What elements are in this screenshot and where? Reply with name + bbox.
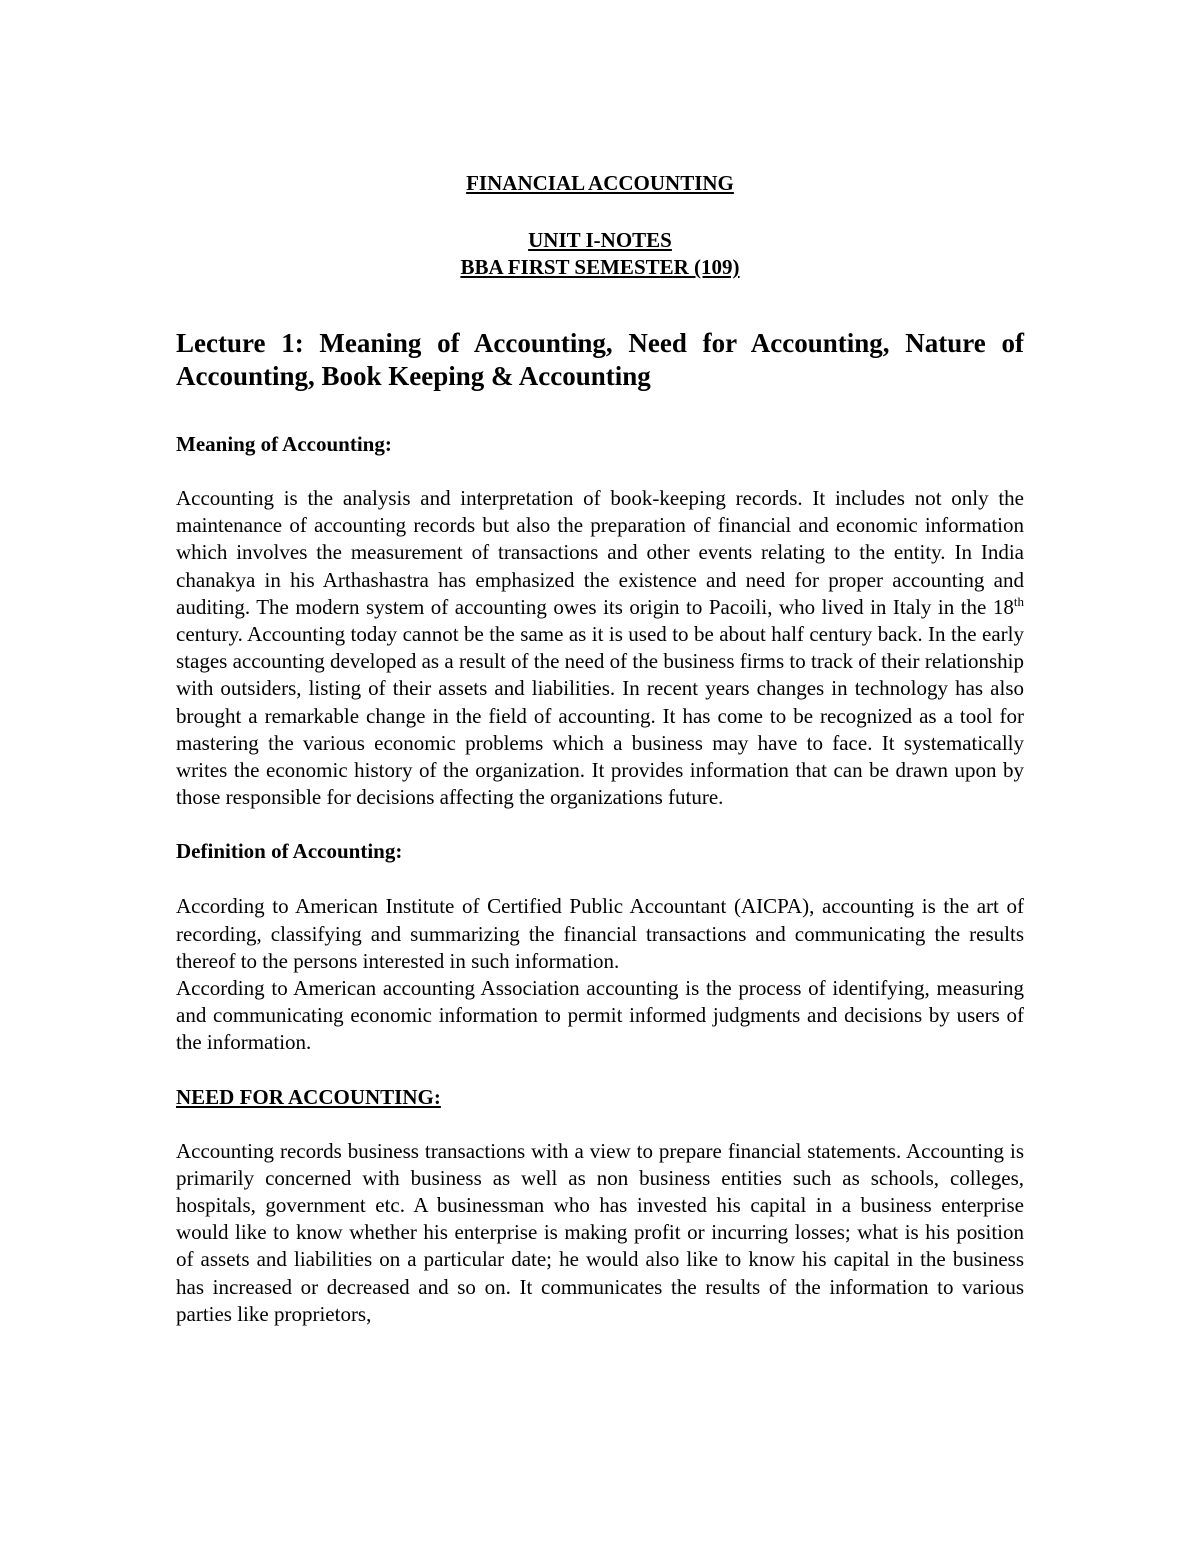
definition-heading: Definition of Accounting: bbox=[176, 839, 403, 864]
document-title: FINANCIAL ACCOUNTING bbox=[466, 171, 734, 195]
definition-paragraph-aaa: According to American accounting Association accounting is the process of identifying, measuring and communicating economic information to permit informed judgments and decisions by users of the information. bbox=[176, 976, 1024, 1055]
meaning-text-part1: Accounting is the analysis and interpretation of book-keeping records. It includes not only the maintenance of accounting records but also the preparation of financial and economic information which involves the measurement of transactions and other events relating to the entity. In India chanakya in his Arthashastra has emphasized the existence and need for proper accounting and auditing. The modern system of accounting owes its origin to Pacoili, who lived in Italy in the 18 bbox=[176, 486, 1024, 619]
page-content bbox=[176, 170, 1024, 1328]
meaning-text-part2: century. Accounting today cannot be the same as it is used to be about half century back. In the early stages accounting developed as a result of the need of the business firms to track of their relationship with outsiders, listing of their assets and liabilities. In recent years changes in technology has also brought a remarkable change in the field of accounting. It has come to be recognized as a tool for mastering the various economic problems which a business may have to face. It systematically writes the economic history of the organization. It provides information that can be drawn upon by those responsible for decisions affecting the organizations future. bbox=[176, 622, 1024, 810]
meaning-paragraph bbox=[176, 485, 1024, 811]
need-paragraph: Accounting records business transactions with a view to prepare financial statements. Accounting is primarily concerned with business as well as non business entities such as schools, colleges, hospitals, government etc. A businessman who has invested his capital in a business enterprise would like to know whether his enterprise is making profit or incurring losses; what is his position of assets and liabilities on a particular date; he would also like to know his capital in the business has increased or decreased and so on. It communicates the results of the information to various parties like proprietors, bbox=[176, 1138, 1024, 1326]
unit-label: UNIT I-NOTES bbox=[528, 228, 672, 252]
need-heading: NEED FOR ACCOUNTING: bbox=[176, 1084, 441, 1109]
meaning-heading: Meaning of Accounting: bbox=[176, 432, 392, 456]
lecture-heading: Lecture 1: Meaning of Accounting, Need for Accounting, Nature of Accounting, Book Keeping & Accounting bbox=[176, 328, 1024, 391]
definition-paragraph-aicpa: According to American Institute of Certified Public Accountant (AICPA), accounting is the art of recording, classifying and summarizing the financial transactions and communicating the results thereof to the persons interested in such information. bbox=[176, 894, 1024, 973]
ordinal-suffix: th bbox=[1013, 593, 1024, 609]
semester-label: BBA FIRST SEMESTER (109) bbox=[460, 255, 740, 279]
